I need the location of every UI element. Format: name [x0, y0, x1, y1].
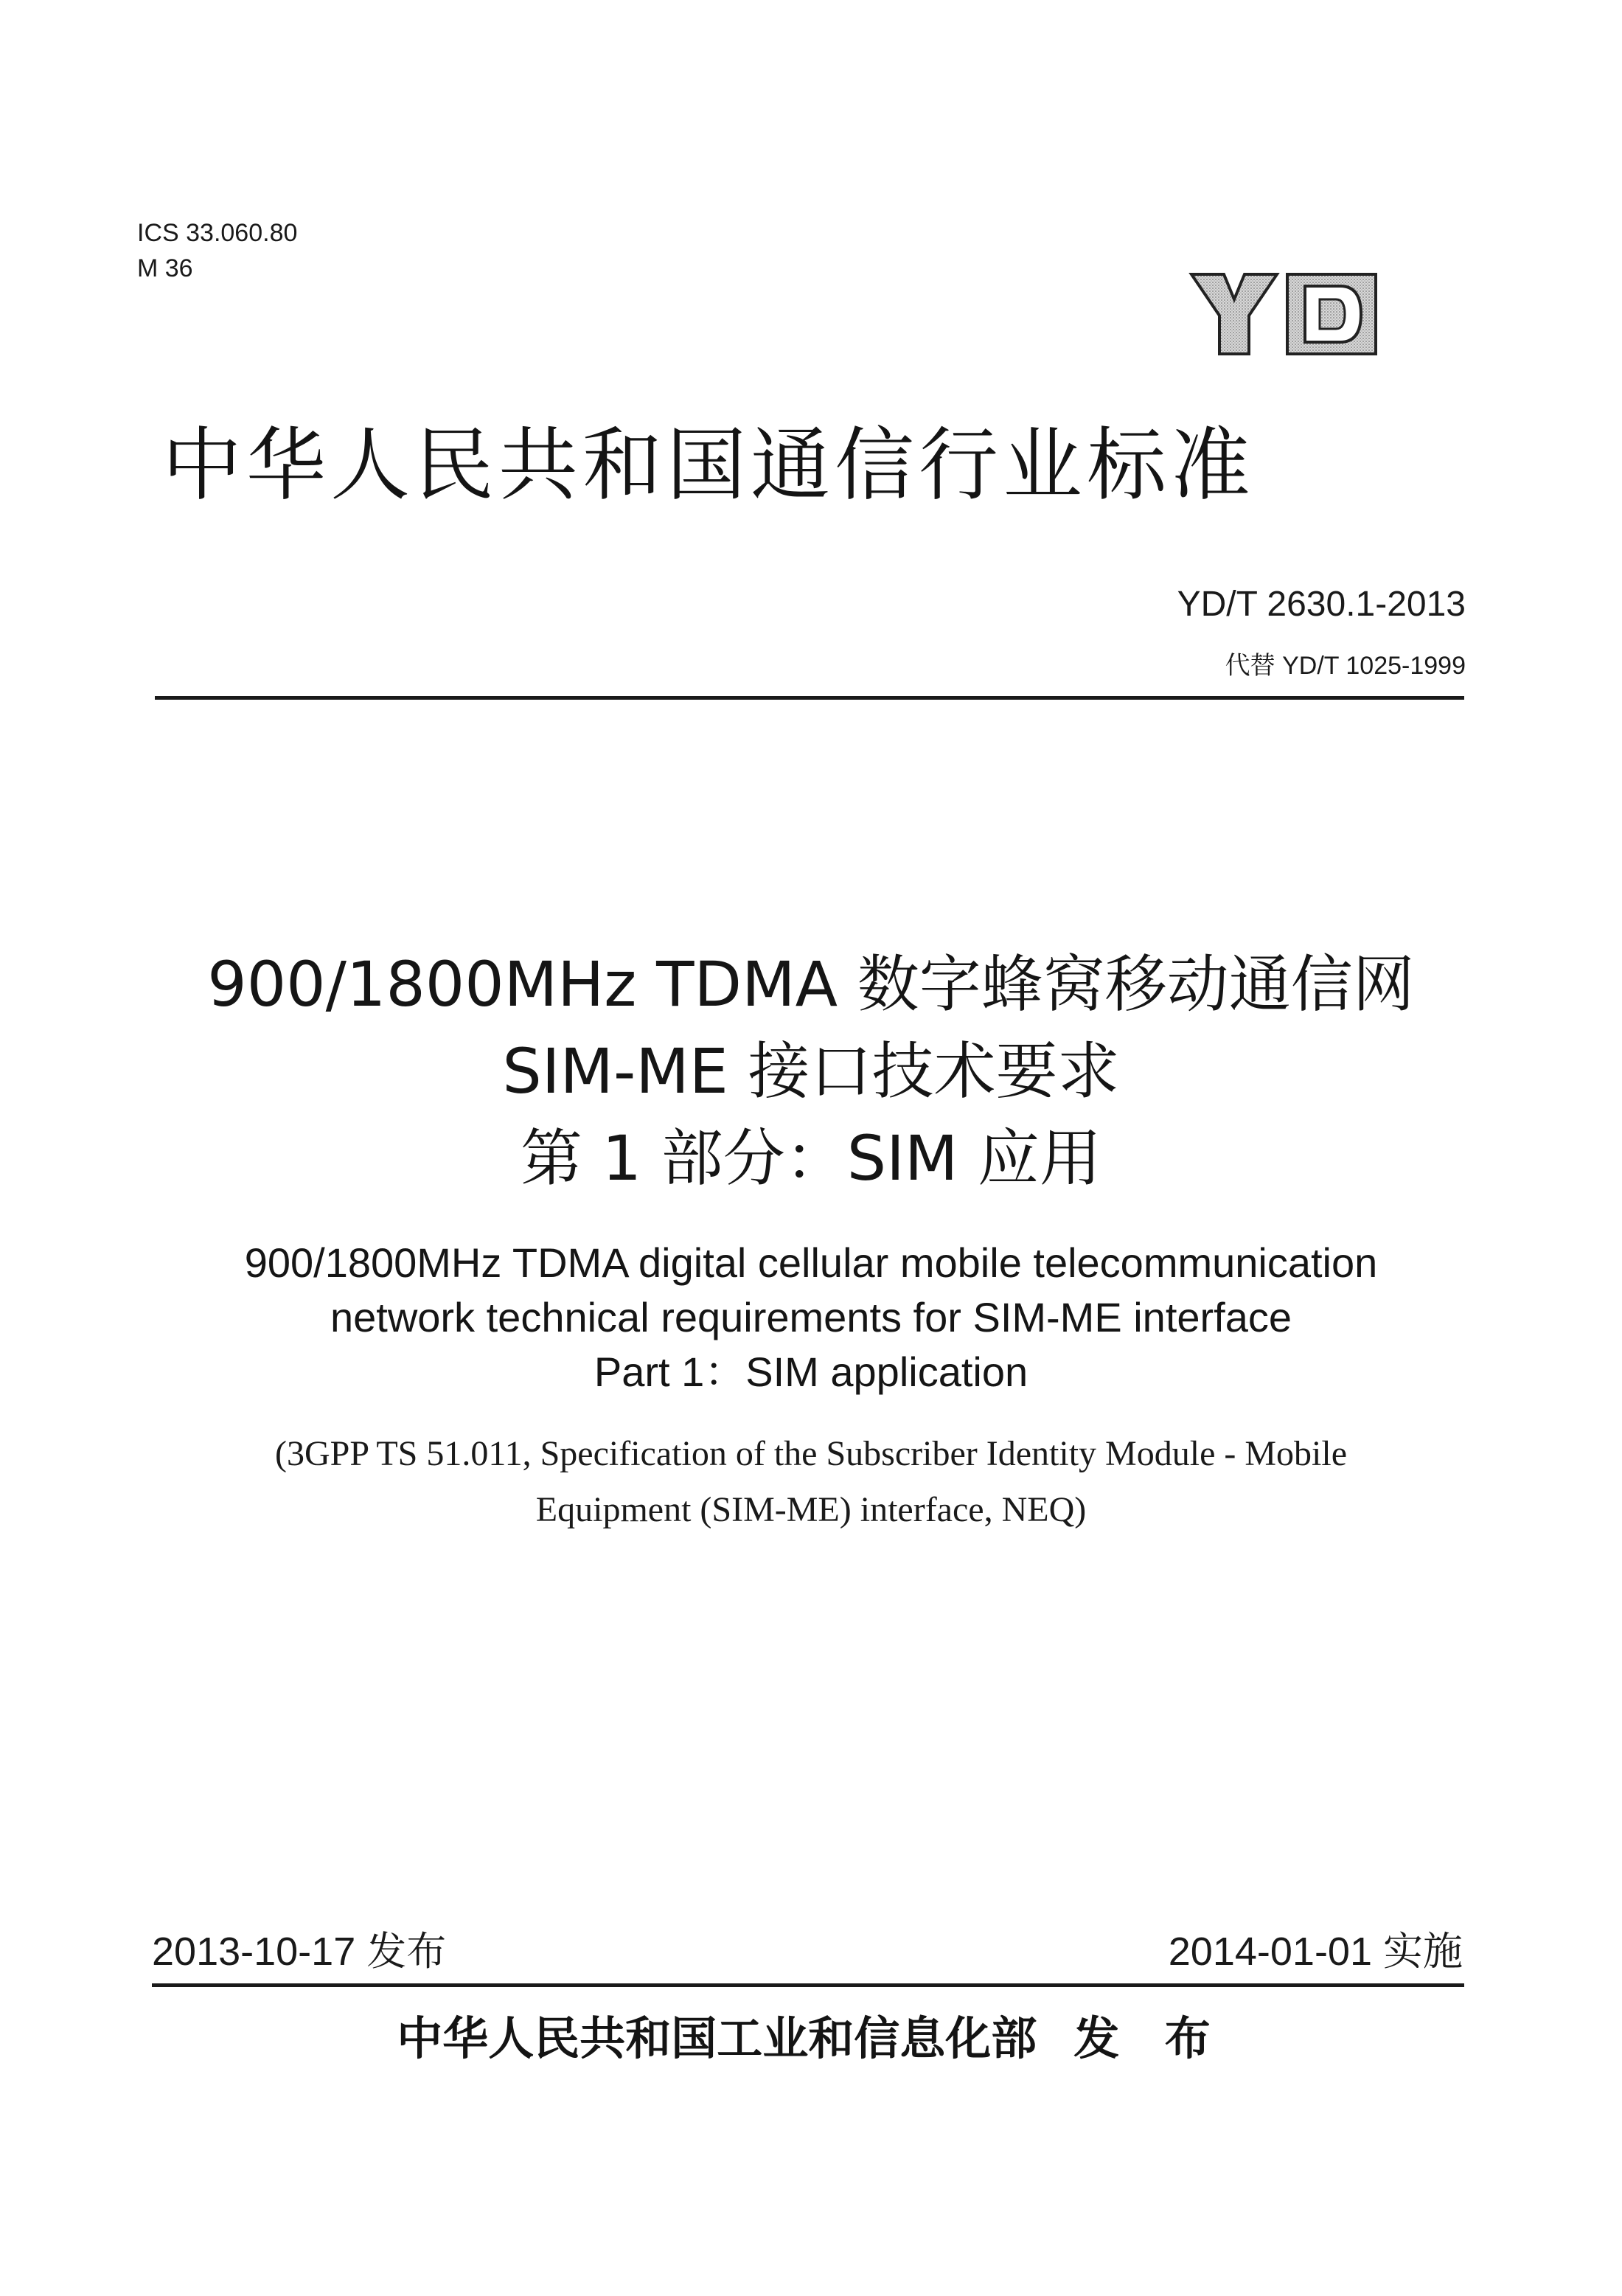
yd-logo: [1188, 270, 1380, 358]
reference-standard: [0, 1426, 1622, 1538]
yd-logo-mark: [1188, 270, 1380, 358]
implementation-date: 2014-01-01 实施: [1168, 1930, 1463, 1974]
chinese-title-line-1: 900/1800MHz TDMA 数字蜂窝移动通信网: [207, 948, 1415, 1020]
ics-code: ICS 33.060.80: [137, 219, 298, 247]
header-divider: [155, 696, 1464, 700]
ccs-code: M 36: [137, 254, 193, 282]
english-title-line-3: Part 1：SIM application: [594, 1349, 1028, 1395]
chinese-title-line-2: SIM-ME 接口技术要求: [502, 1035, 1120, 1107]
english-title-line-2: network technical requirements for SIM-ME interface: [330, 1294, 1292, 1340]
publisher-name: 中华人民共和国工业和信息化部: [397, 2011, 1037, 2065]
replaces-standard: 代替 YD/T 1025-1999: [1225, 652, 1466, 680]
reference-line-1: (3GPP TS 51.011, Specification of the Subscriber Identity Module - Mobile: [274, 1434, 1348, 1473]
chinese-title: [0, 941, 1622, 1202]
footer-divider: [152, 1983, 1464, 1987]
chinese-title-line-3: 第 1 部分：SIM 应用: [520, 1122, 1102, 1194]
classification-codes: [137, 215, 297, 286]
english-title: [0, 1236, 1622, 1399]
english-title-line-1: 900/1800MHz TDMA digital cellular mobile telecommunication: [244, 1239, 1378, 1286]
standard-category-title: 中华人民共和国通信行业标准: [162, 420, 1256, 512]
standard-number: YD/T 2630.1-2013: [1177, 585, 1466, 624]
publisher-action: 发 布: [1073, 2011, 1225, 2065]
publisher: [0, 2007, 1622, 2070]
reference-line-2: Equipment (SIM-ME) interface, NEQ): [535, 1490, 1087, 1529]
issue-date: 2013-10-17 发布: [152, 1930, 447, 1974]
